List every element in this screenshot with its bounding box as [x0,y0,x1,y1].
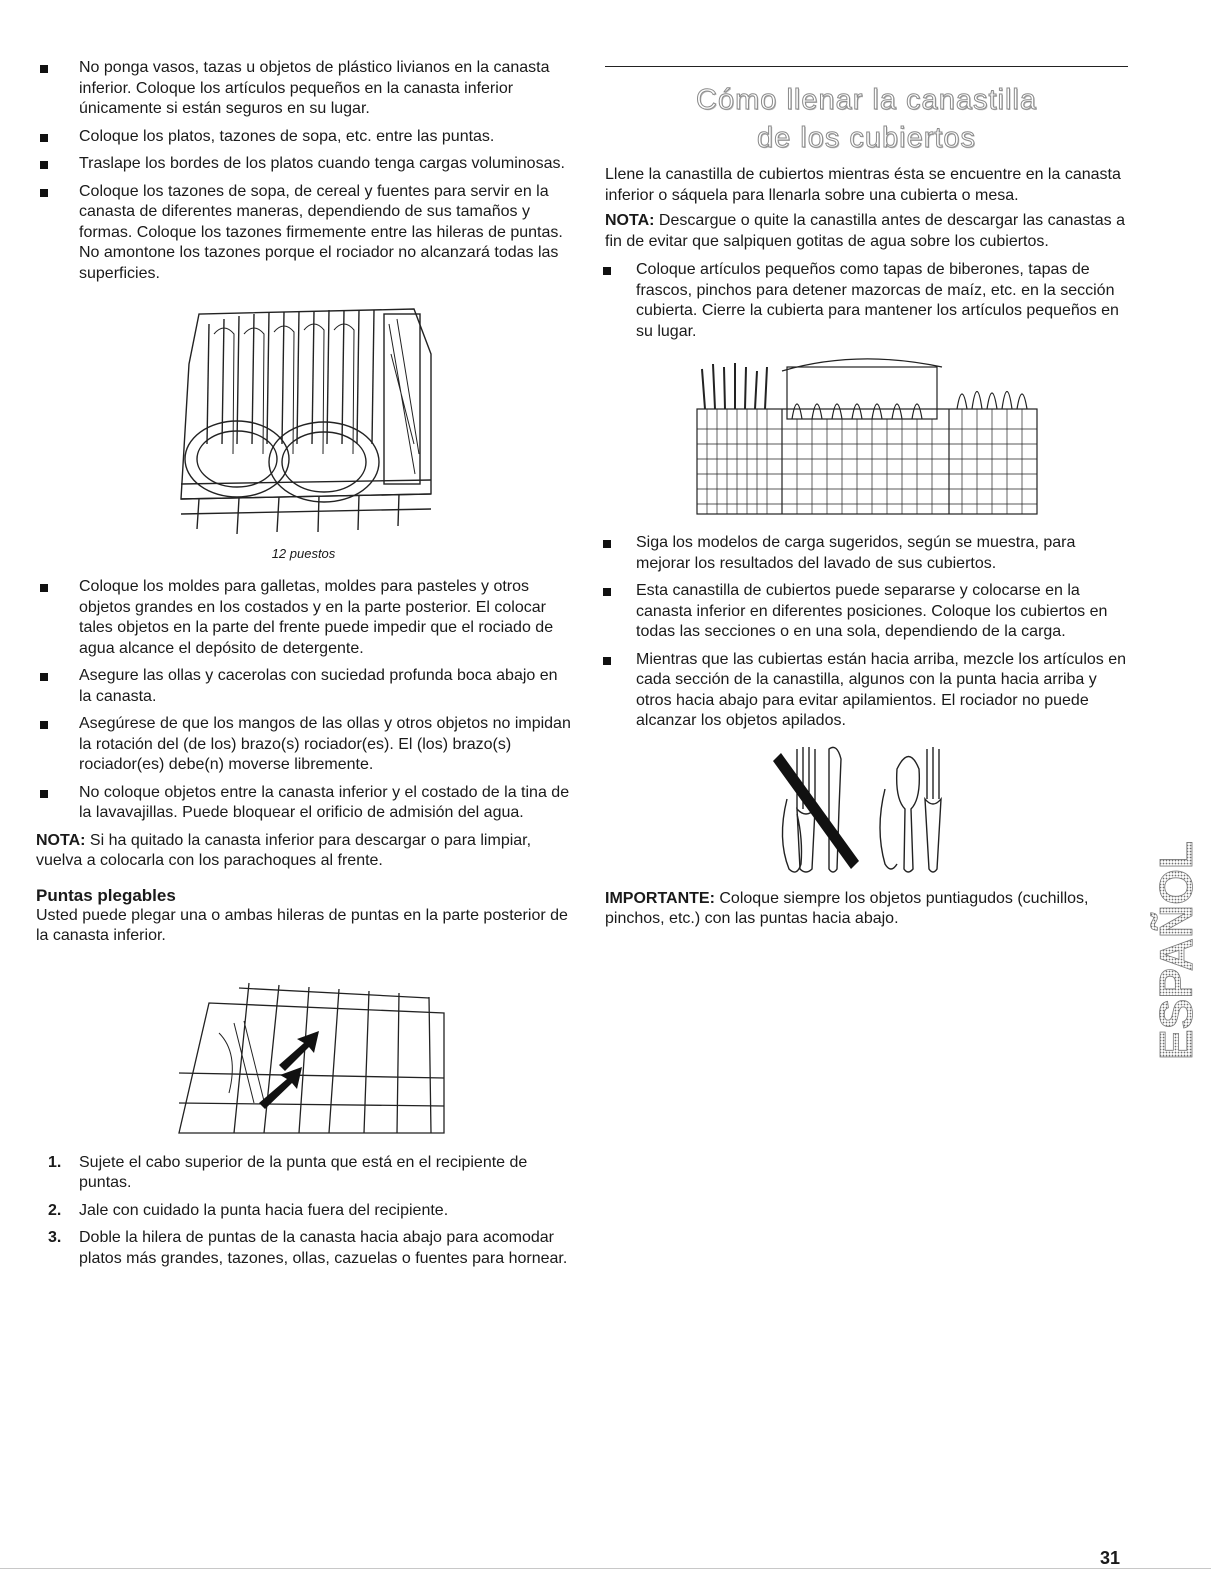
language-tab [1148,810,1204,1070]
figure-caption: 12 puestos [271,546,336,561]
page-title [605,81,1128,157]
title-line: Cómo llenar la canastilla [696,84,1037,116]
important-label: IMPORTANTE: [605,889,715,907]
right-column [605,58,1128,930]
large-items-list [36,577,571,824]
left-column [36,58,571,1276]
list-item: Coloque los tazones de sopa, de cereal y fuentes para servir en la canasta de diferentes maneras, dependiendo de sus tamaños y formas. Coloque los tazones firmemente entre las hileras de puntas. No amontone los tazones porque el rociador no alcanzará todas las superficies. [36,182,571,285]
list-item: No ponga vasos, tazas u objetos de plástico livianos en la canasta inferior. Coloque los artículos pequeños en la canasta inferior únicamente si están seguros en su lugar. [36,58,571,120]
list-item: Asegúrese de que los mangos de las ollas y otros objetos no impidan la rotación del (de los) brazo(s) rociador(es). El (los) brazo(s) rociador(es) debe(n) moverse libremente. [36,714,571,776]
folding-steps-list [36,1153,571,1270]
list-item: Asegure las ollas y cacerolas con suciedad profunda boca abajo en la canasta. [36,666,571,707]
intro-paragraph: Llene la canastilla de cubiertos mientras ésta se encuentre en la canasta inferior o sáquela para llenarla sobre una cubierta o mesa. [605,166,1121,204]
note-text: Si ha quitado la canasta inferior para descargar o para limpiar, vuelva a colocarla con los parachoques al frente. [36,831,532,869]
loading-patterns-list [605,533,1128,732]
list-item: Traslape los bordes de los platos cuando tenga cargas voluminosas. [36,154,571,175]
section-intro: Usted puede plegar una o ambas hileras de puntas en la parte posterior de la canasta inferior. [36,906,568,944]
cutlery-orientation-illustration [767,739,967,879]
list-item: 2. Jale con cuidado la punta hacia fuera del recipiente. [48,1201,449,1219]
list-item: Coloque los platos, tazones de sopa, etc. entre las puntas. [36,127,571,148]
note-text: Descargue o quite la canastilla antes de descargar las canastas a fin de evitar que salpiquen gotitas de agua sobre los cubiertos. [605,212,1125,250]
loading-tips-list [36,58,571,284]
list-item: Siga los modelos de carga sugeridos, según se muestra, para mejorar los resultados del lavado de sus cubiertos. [605,533,1128,574]
section-heading: Puntas plegables [36,885,176,905]
note-label: NOTA: [605,212,655,229]
important-paragraph [605,889,1128,930]
lower-rack-illustration [169,294,439,542]
folding-tines-illustration [159,973,449,1143]
list-item: 1. Sujete el cabo superior de la punta que está en el recipiente de puntas. [48,1153,528,1191]
list-item: Esta canastilla de cubiertos puede separarse y colocarse en la canasta inferior en diferentes posiciones. Coloque los cubiertos en todas las secciones o en una sola, dependiendo de la carga. [605,581,1128,643]
note-paragraph [605,211,1128,252]
page-number: 31 [1100,1548,1121,1568]
important-text: Coloque siempre los objetos puntiagudos (cuchillos, pinchos, etc.) con las puntas hacia abajo. [605,889,1089,927]
list-item: Mientras que las cubiertas están hacia arriba, mezcle los artículos en cada sección de la canastilla, algunos con la punta hacia arriba y otros hacia abajo para evitar apilamientos. El rociador no puede alcanzar los objetos apilados. [605,650,1128,732]
list-item: No coloque objetos entre la canasta inferior y el costado de la tina de la lavavajillas. Puede bloquear el orificio de admisión del agua. [36,783,571,824]
title-line: de los cubiertos [756,122,977,154]
list-item: Coloque los moldes para galletas, moldes para pasteles y otros objetos grandes en los costados y en la parte posterior. El colocar tales objetos en la parte del frente puede impedir que el rociado de agua alcance el depósito de detergente. [36,577,571,659]
silverware-basket-illustration [687,349,1047,521]
note-label: NOTA: [36,831,86,849]
list-item: Coloque artículos pequeños como tapas de biberones, tapas de frascos, pinchos para detener mazorcas de maíz, etc. en la sección cubierta. Cierre la cubierta para mantener los artículos pequeños en su lugar. [605,260,1128,342]
list-item: 3. Doble la hilera de puntas de la canasta hacia abajo para acomodar platos más grandes, tazones, ollas, cazuelas o fuentes para hornear. [48,1229,568,1267]
divider [605,66,1128,67]
note-paragraph [36,831,571,872]
divider [0,1568,1211,1569]
small-items-list [605,260,1128,342]
language-tab-text: ESPAÑOL [1150,841,1202,1060]
